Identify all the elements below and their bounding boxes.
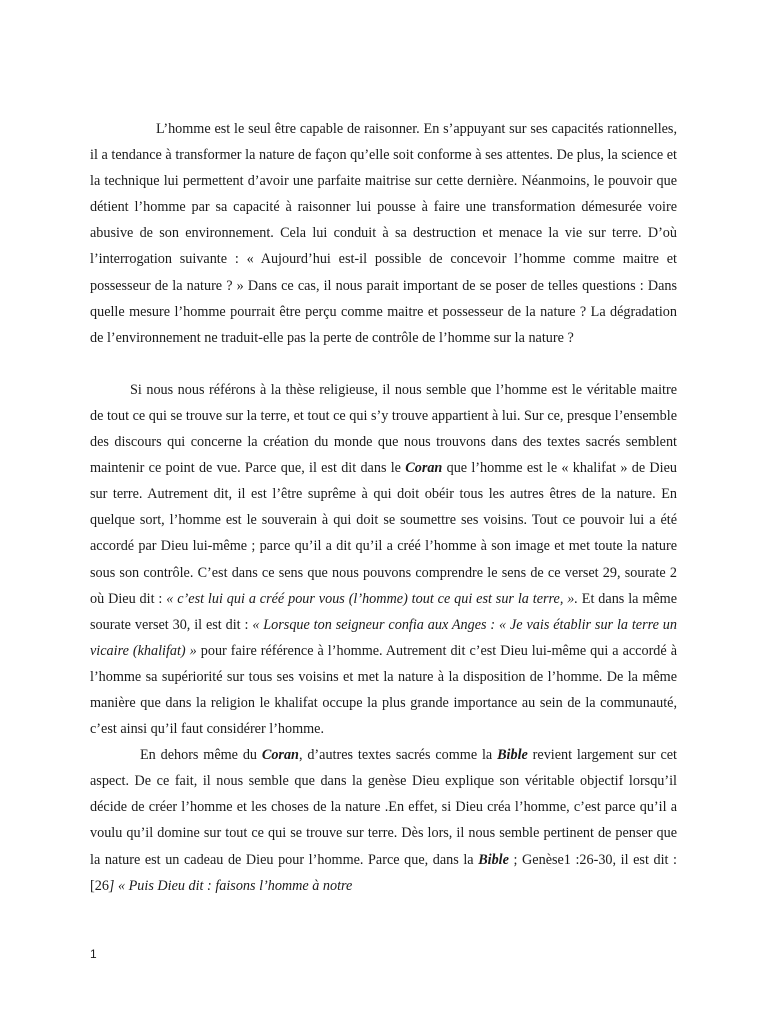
document-body xyxy=(90,116,677,899)
paragraph-text: ; Genèse1 :26-30, il est dit : [26 xyxy=(90,851,677,894)
page-number: 1 xyxy=(90,947,97,961)
bible-term: Bible xyxy=(478,851,509,868)
paragraph-text: pour faire référence à l’homme. Autrement dit c’est Dieu lui-même qui a accordé à l’homme sa supériorité sur tous ses voisins et met la nature à la disposition de l’homme. De la même manière que dans la religion le khalifat occupe la plus grande importance au sein de la communauté, c’est ainsi qu’il faut considérer l’homme. xyxy=(90,642,677,738)
verse-quote: « c’est lui qui a créé pour vous (l’homme) tout ce qui est sur la terre, ». xyxy=(166,590,578,607)
verse-quote: « Lorsque ton seigneur confia aux Anges : « Je vais établir sur la terre un vicaire (khalifat) » xyxy=(90,616,677,659)
paragraph-text: En dehors même du xyxy=(140,747,262,764)
religious-thesis-paragraph xyxy=(90,377,677,742)
intro-paragraph xyxy=(90,116,677,351)
bible-term: Bible xyxy=(497,747,528,764)
paragraph-text: que l’homme est le « khalifat » de Dieu sur terre. Autrement dit, il est l’être suprême à qui doit obéir tous les autres êtres de la nature. En quelque sort, l’homme est le souverain à qui doit se soumettre ses voisins. Tout ce pouvoir lui a été accordé par Dieu lui-même ; parce qu’il a dit qu’il a créé l’homme à son image et met toute la nature sous son contrôle. C’est dans ce sens que nous pouvons comprendre le sens de ce verset 29, sourate 2 où Dieu dit : xyxy=(90,460,677,607)
paragraph-text: revient largement sur cet aspect. De ce fait, il nous semble que dans la genèse Dieu explique son véritable objectif lorsqu’il décide de créer l’homme et les choses de la nature .En effet, si Dieu créa l’homme, c’est parce qu’il a voulu qu’il domine sur tout ce qui se trouve sur terre. Dès lors, il nous semble pertinent de penser que la nature est un cadeau de Dieu pour l’homme. Parce que, dans la xyxy=(90,747,677,868)
paragraph-text: Et dans la même sourate verset 30, il est dit : xyxy=(90,590,677,633)
bible-paragraph xyxy=(90,742,677,899)
paragraph-text: L’homme est le seul être capable de raisonner. En s’appuyant sur ses capacités rationnelles, il a tendance à transformer la nature de façon qu’elle soit conforme à ses attentes. De plus, la science et la technique lui permettent d’avoir une parfaite maitrise sur cette dernière. Néanmoins, le pouvoir que détient l’homme par sa capacité à raisonner lui pousse à faire une transformation démesurée voire abusive de son environnement. Cela lui conduit à sa destruction et menace la vie sur terre. D’où l’interrogation suivante : « Aujourd’hui est-il possible de concevoir l’homme comme maitre et possesseur de la nature ? » Dans ce cas, il nous parait important de se poser de telles questions : Dans quelle mesure l’homme pourrait être perçu comme maitre et possesseur de la nature ? La dégradation de l’environnement ne traduit-elle pas la perte de contrôle de l’homme sur la nature ? xyxy=(90,121,677,346)
genesis-quote: ] « Puis Dieu dit : faisons l’homme à notre xyxy=(108,877,353,894)
paragraph-text: Si nous nous référons à la thèse religieuse, il nous semble que l’homme est le véritable maitre de tout ce qui se trouve sur la terre, et tout ce qui s’y trouve appartient à lui. Sur ce, presque l’ensemble des discours qui concerne la création du monde que nous trouvons dans des textes sacrés semblent maintenir ce point de vue. Parce que, il est dit dans le xyxy=(90,381,677,477)
coran-term: Coran xyxy=(261,747,299,764)
coran-term: Coran xyxy=(405,460,443,477)
paragraph-text: , d’autres textes sacrés comme la xyxy=(298,747,498,764)
